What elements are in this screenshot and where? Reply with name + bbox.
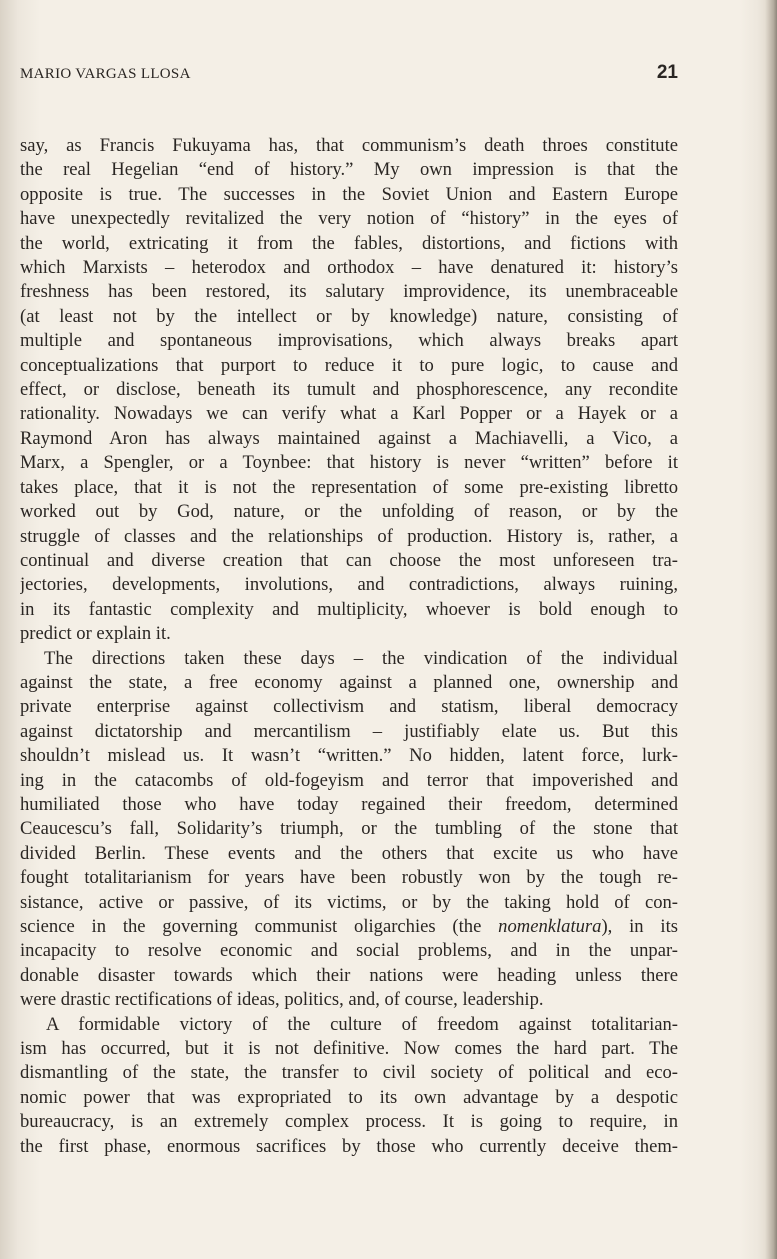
text-line: bureaucracy, is an extremely complex process. It is going to require, in — [20, 1111, 678, 1133]
text-line: freshness has been restored, its salutary improvidence, its unembraceable — [20, 281, 678, 303]
text-line: the real Hegelian “end of history.” My own impression is that the — [20, 159, 678, 181]
text-line: the first phase, enormous sacrifices by those who currently deceive them- — [20, 1135, 678, 1157]
text-line: rationality. Nowadays we can verify what a Karl Popper or a Hayek or a — [20, 403, 678, 425]
text-line-head: science in the governing communist oligarchies (the — [20, 916, 499, 937]
text-line: nomic power that was expropriated to its own advantage by a despotic — [20, 1086, 678, 1108]
running-header — [20, 62, 678, 88]
text-line: Marx, a Spengler, or a Toynbee: that history is never “written” before it — [20, 452, 678, 474]
text-line: in its fantastic complexity and multiplicity, whoever is bold enough to — [20, 598, 678, 620]
text-line: predict or explain it. — [20, 623, 171, 645]
text-line: (at least not by the intellect or by knowledge) nature, consisting of — [20, 305, 678, 327]
text-line-paragraph-start: A formidable victory of the culture of freedom against totalitarian- — [46, 1013, 678, 1035]
text-line: ing in the catacombs of old-fogeyism and terror that impoverished and — [20, 769, 678, 791]
page-number: 21 — [656, 62, 678, 83]
text-line: humiliated those who have today regained their freedom, determined — [20, 793, 678, 815]
text-line: shouldn’t mislead us. It wasn’t “written.” No hidden, latent force, lurk- — [20, 745, 678, 767]
text-line: against the state, a free economy against a planned one, ownership and — [20, 671, 678, 693]
text-line: multiple and spontaneous improvisations, which always breaks apart — [20, 330, 678, 352]
text-line: incapacity to resolve economic and social problems, and in the unpar- — [20, 940, 678, 962]
text-line: donable disaster towards which their nations were heading unless there — [20, 964, 678, 986]
text-line: dismantling of the state, the transfer to civil society of political and eco- — [20, 1062, 678, 1084]
text-line: struggle of classes and the relationships of production. History is, rather, a — [20, 525, 678, 547]
text-line: say, as Francis Fukuyama has, that communism’s death throes constitute — [20, 135, 678, 156]
text-line: Raymond Aron has always maintained against a Machiavelli, a Vico, a — [20, 427, 678, 449]
text-line-tail: ), in its — [601, 916, 678, 937]
text-line: fought totalitarianism for years have been robustly won by the tough re- — [20, 867, 678, 889]
text-line: effect, or disclose, beneath its tumult and phosphorescence, any recondite — [20, 379, 678, 401]
text-line-with-italic — [20, 915, 678, 939]
text-line: which Marxists – heterodox and orthodox – have denatured it: history’s — [20, 257, 678, 279]
text-line: private enterprise against collectivism and statism, liberal democracy — [20, 696, 678, 718]
running-header-author: MARIO VARGAS LLOSA — [20, 66, 191, 82]
text-line: continual and diverse creation that can choose the most unforeseen tra- — [20, 549, 678, 571]
text-line: takes place, that it is not the representation of some pre-existing libretto — [20, 476, 678, 498]
text-line: worked out by God, nature, or the unfolding of reason, or by the — [20, 501, 678, 523]
text-line: were drastic rectifications of ideas, politics, and, of course, leadership. — [20, 989, 544, 1011]
text-line-paragraph-start: The directions taken these days – the vindication of the individual — [44, 647, 678, 669]
body-text — [20, 134, 678, 1159]
text-line: jectories, developments, involutions, and contradictions, always ruining, — [20, 574, 678, 596]
text-line: opposite is true. The successes in the Soviet Union and Eastern Europe — [20, 183, 678, 205]
text-line: have unexpectedly revitalized the very notion of “history” in the eyes of — [20, 208, 678, 230]
italic-term: nomenklatura — [498, 916, 602, 937]
text-line: ism has occurred, but it is not definitive. Now comes the hard part. The — [20, 1038, 678, 1060]
text-line: Ceaucescu’s fall, Solidarity’s triumph, or the tumbling of the stone that — [20, 818, 678, 840]
text-line: sistance, active or passive, of its victims, or by the taking hold of con- — [20, 891, 678, 913]
text-line: conceptualizations that purport to reduce it to pure logic, to cause and — [20, 354, 678, 376]
page-edge-shadow — [765, 0, 777, 1259]
text-line: divided Berlin. These events and the others that excite us who have — [20, 842, 678, 864]
text-line: the world, extricating it from the fables, distortions, and fictions with — [20, 232, 678, 254]
text-line: against dictatorship and mercantilism – justifiably elate us. But this — [20, 720, 678, 742]
